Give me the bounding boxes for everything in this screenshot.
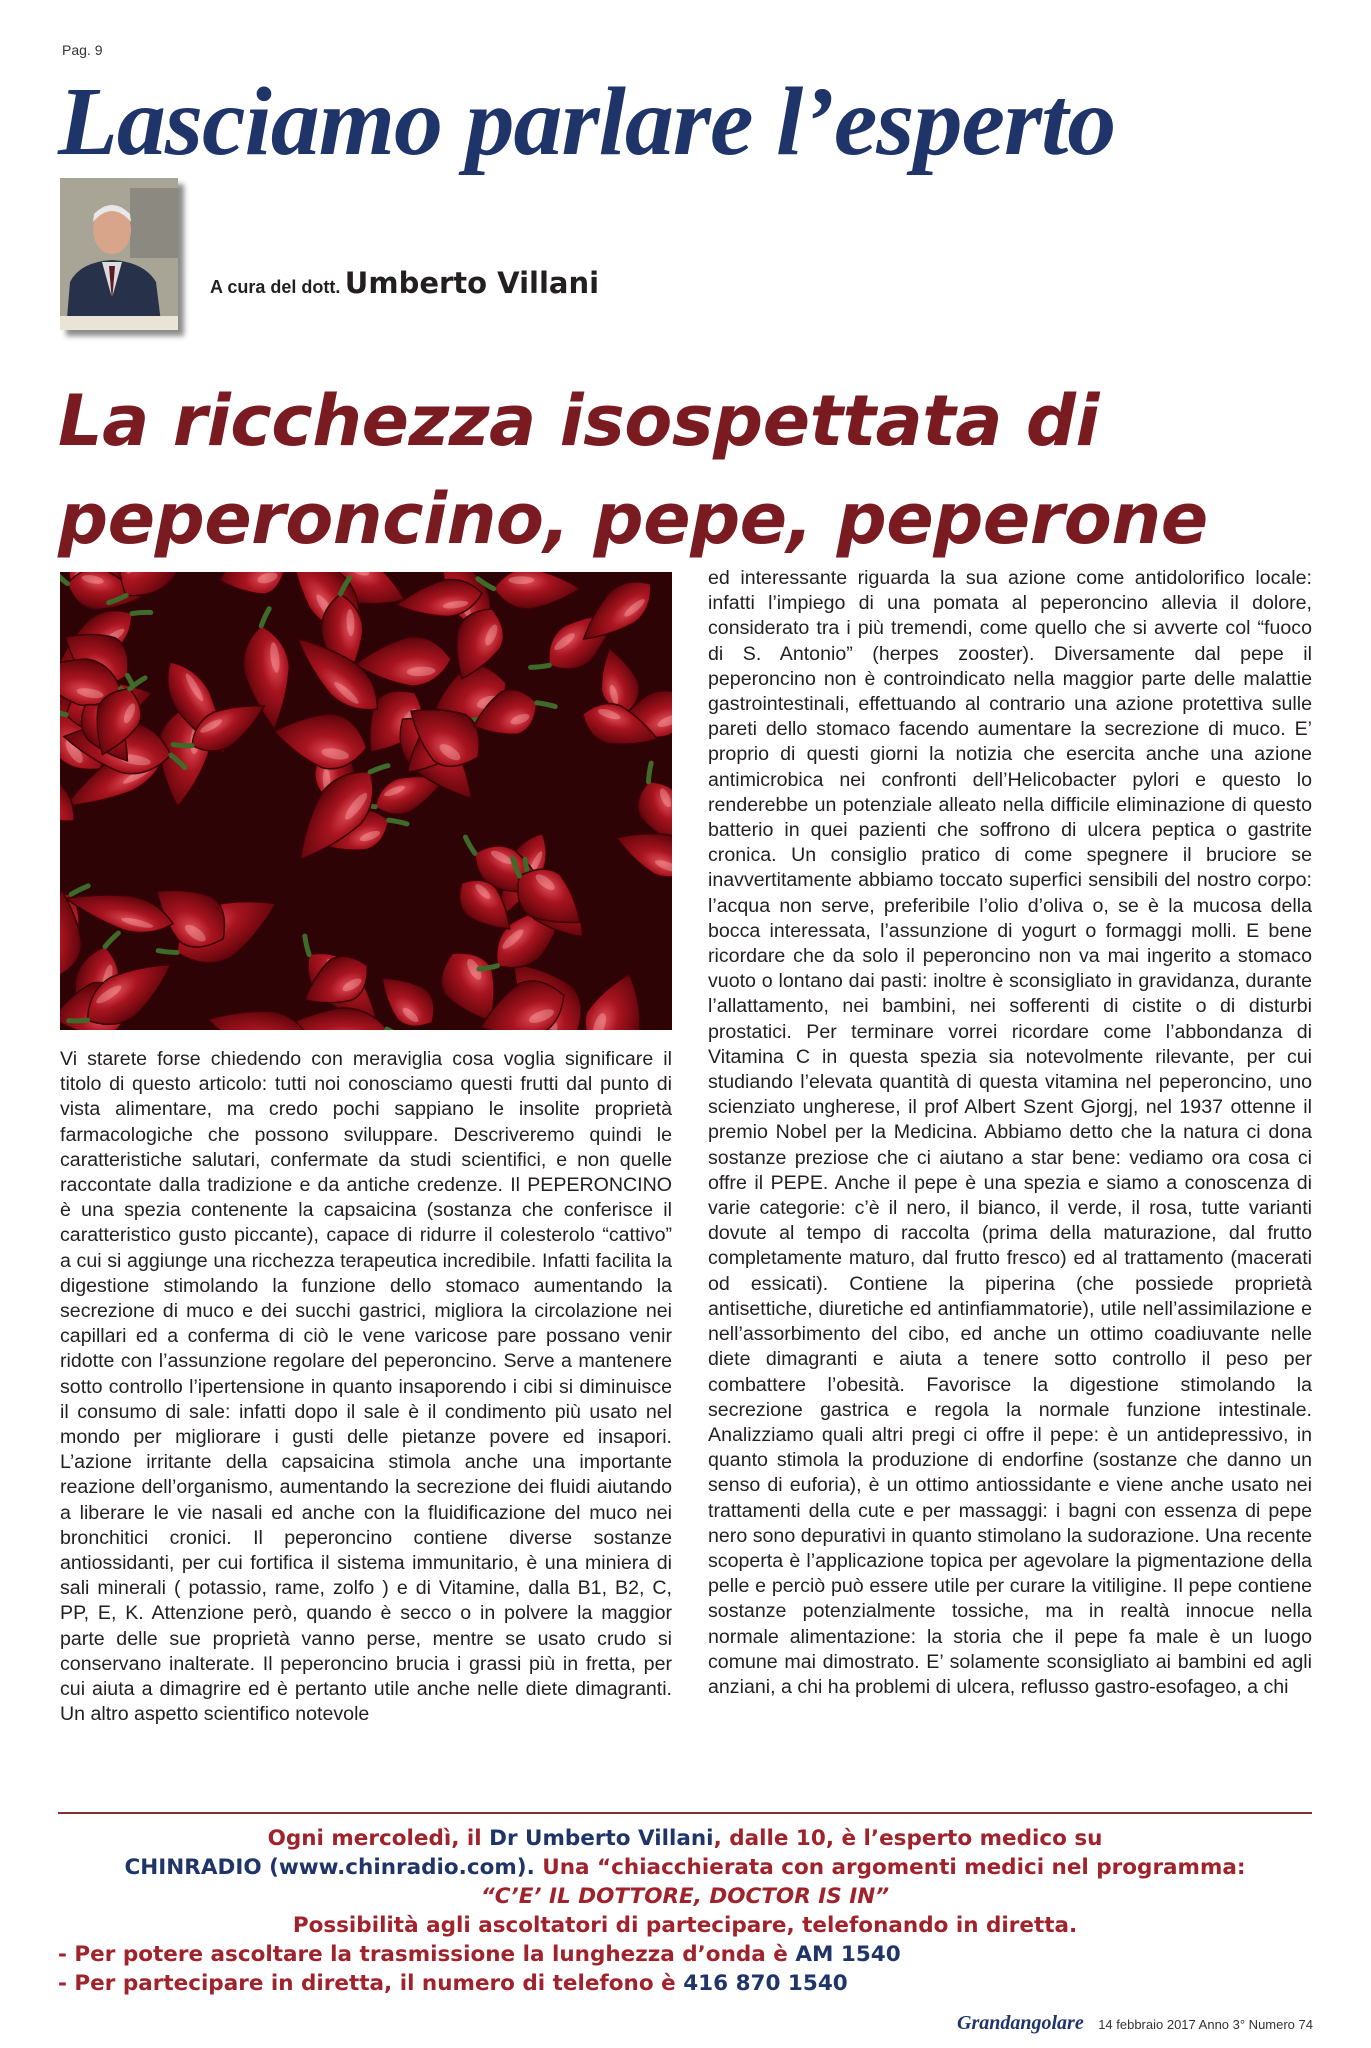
article-headline xyxy=(58,372,1208,568)
page-footer xyxy=(957,2012,1313,2035)
divider-rule xyxy=(58,1812,1312,1814)
masthead-logo: Grandangolare xyxy=(957,2012,1084,2034)
promo-line-6: - Per partecipare in diretta, il numero di telefono è 416 870 1540 xyxy=(58,1971,848,1996)
issue-info: 14 febbraio 2017 Anno 3° Numero 74 xyxy=(1098,2017,1313,2032)
byline xyxy=(210,266,599,300)
promo-line-4: Possibilità agli ascoltatori di partecipare, telefonando in diretta. xyxy=(292,1913,1078,1938)
promo-line-5: - Per potere ascoltare la trasmissione la lunghezza d’onda è AM 1540 xyxy=(58,1942,901,1967)
promo-line-3: “C’E’ IL DOTTORE, DOCTOR IS IN” xyxy=(480,1884,890,1909)
article-column-left: Vi starete forse chiedendo con meraviglia cosa voglia significare il titolo di questo articolo: tutti noi conosciamo questi frutti dal punto di vista alimentare, ma credo pochi sappiano le insolite proprietà farmacologiche che possono sviluppare. Descriveremo quindi le caratteristiche salutari, confermate da studi scientifici, e non quelle raccontate dalla tradizione e da antiche credenze. Il PEPERONCINO è una spezia contenente la capsaicina (sostanza che conferisce il caratteristico gusto piccante), capace di ridurre il colesterolo “cattivo” a cui si aggiunge una ricchezza terapeutica incredibile. Infatti facilita la digestione stimolando la funzione dello stomaco aumentando la secrezione di muco e dei succhi gastrici, migliora la circolazione nei capillari ed a conferma di ciò le vene varicose pare possano venir ridotte con l’assunzione regolare del peperoncino. Serve a mantenere sotto controllo l’ipertensione in quanto insaporendo i cibi si diminuisce il consumo di sale: infatti dopo il sale è il condimento più usato nel mondo per migliorare i gusti delle pietanze povere ed insapori. L’azione irritante della capsaicina stimola anche una importante reazione dell’organismo, aumentando la secrezione dei fluidi aiutando a liberare le vie nasali ed anche con la fluidificazione del muco nei bronchitici cronici. Il peperoncino contiene diverse sostanze antiossidanti, per cui fortifica il sistema immunitario, è una miniera di sali minerali ( potassio, rame, zolfo ) e di Vitamine, dalla B1, B2, C, PP, E, K. Attenzione però, quando è secco o in polvere la maggior parte delle sue proprietà vanno perse, mentre se usato crudo si conservano inalterate. Il peperoncino brucia i grassi più in fretta, per cui aiuta a dimagrire ed è pertanto utile anche nelle diete dimagranti. Un altro aspetto scientifico notevole xyxy=(60,1048,672,1726)
promo-line-1: Ogni mercoledì, il Dr Umberto Villani, dalle 10, è l’esperto medico su xyxy=(267,1826,1103,1851)
author-photo xyxy=(60,178,178,330)
radio-promo-box xyxy=(58,1824,1312,1998)
article-column-right: ed interessante riguarda la sua azione come antidolorifico locale: infatti l’impiego di una pomata al peperoncino allevia il dolore, considerato tra i più tremendi, come quello che si avverte col “fuoco di S. Antonio” (herpes zooster). Diversamente dal pepe il peperoncino non è controindicato nella maggior parte delle malattie gastrointestinali, effettuando al contrario una azione protettiva sulle pareti dello stomaco facendo aumentare la secrezione di muco. E’ proprio di questi giorni la notizia che esercita anche una azione antimicrobica nei confronti dell’Helicobacter pylori e questo lo renderebbe un potenziale alleato nella difficile eliminazione di questo batterio in quei pazienti che soffrono di ulcera peptica o gastrite cronica. Un consiglio pratico di come spegnere il bruciore se inavvertitamente abbiamo toccato superfici sensibili del nostro corpo: l’acqua non serve, preferibile l’olio d’oliva o, se è la mucosa della bocca interessata, l’assunzione di yogurt o formaggi molli. E bene ricordare che da solo il peperoncino non va mai ingerito a stomaco vuoto o lontano dai pasti: inoltre è sconsigliato in gravidanza, durante l’allattamento, nei bambini, nei sofferenti di cistite o di disturbi prostatici. Per terminare vorrei ricordare come l’abbondanza di Vitamina C in questa spezia sia notevolmente rilevante, per cui studiando l’elevata quantità di questa vitamina nel peperoncino, uno scienziato ungherese, il prof Albert Szent Gjorgj, nel 1937 ottenne il premio Nobel per la Medicina. Abbiamo detto che la natura ci dona sostanze preziose che ci aiutano a star bene: vediamo ora cosa ci offre il PEPE. Anche il pepe è una spezia e siamo a conoscenza di varie categorie: c’è il nero, il bianco, il verde, il rosa, tutte varianti dovute al tempo di raccolta (prima della maturazione, dal frutto completamente maturo, dal frutto fresco) ed al trattamento (macerati od essicati). Contiene la piperina (che possiede proprietà antisettiche, diuretiche ed antinfiammatorie), utile nell’assimilazione e nell’assorbimento del cibo, ed anche un ottimo coadiuvante nelle diete dimagranti e aiuta a tenere sotto controllo il peso per combattere l’obesità. Favorisce la digestione stimolando la secrezione gastrica e regola la normale funzione intestinale. Analizziamo quali altri pregi ci offre il pepe: è un antidepressivo, in quanto stimola la produzione di endorfine (sostanze che danno un senso di euforia), è un ottimo antiossidante e viene anche usato nei trattamenti della cute e per massaggi: i bagni con essenza di pepe nero sono depurativi in quanto stimolano la sudorazione. Una recente scoperta è l’applicazione topica per agevolare la pigmentazione della pelle e perciò può essere utile per curare la vitiligine. Il pepe contiene sostanze potenzialmente tossiche, ma in realtà innocue nella normale alimentazione: la storia che il pepe fa male è un luogo comune mai dimostrato. E’ solamente sconsigliato ai bambini ed agli anziani, a chi ha problemi di ulcera, reflusso gastro-esofageo, a chi xyxy=(708,567,1312,1698)
section-title: Lasciamo parlare l’esperto xyxy=(58,68,1116,176)
headline-line-2: peperoncino, pepe, peperone xyxy=(58,478,1208,560)
byline-prefix: A cura del dott. xyxy=(210,277,341,297)
page-number: Pag. 9 xyxy=(62,42,103,58)
byline-author: Umberto Villani xyxy=(344,266,600,300)
headline-line-1: La ricchezza isospettata di xyxy=(58,380,1099,462)
promo-line-2: CHINRADIO (www.chinradio.com). Una “chiacchierata con argomenti medici nel programma: xyxy=(124,1855,1246,1880)
chili-peppers-photo xyxy=(60,572,672,1030)
